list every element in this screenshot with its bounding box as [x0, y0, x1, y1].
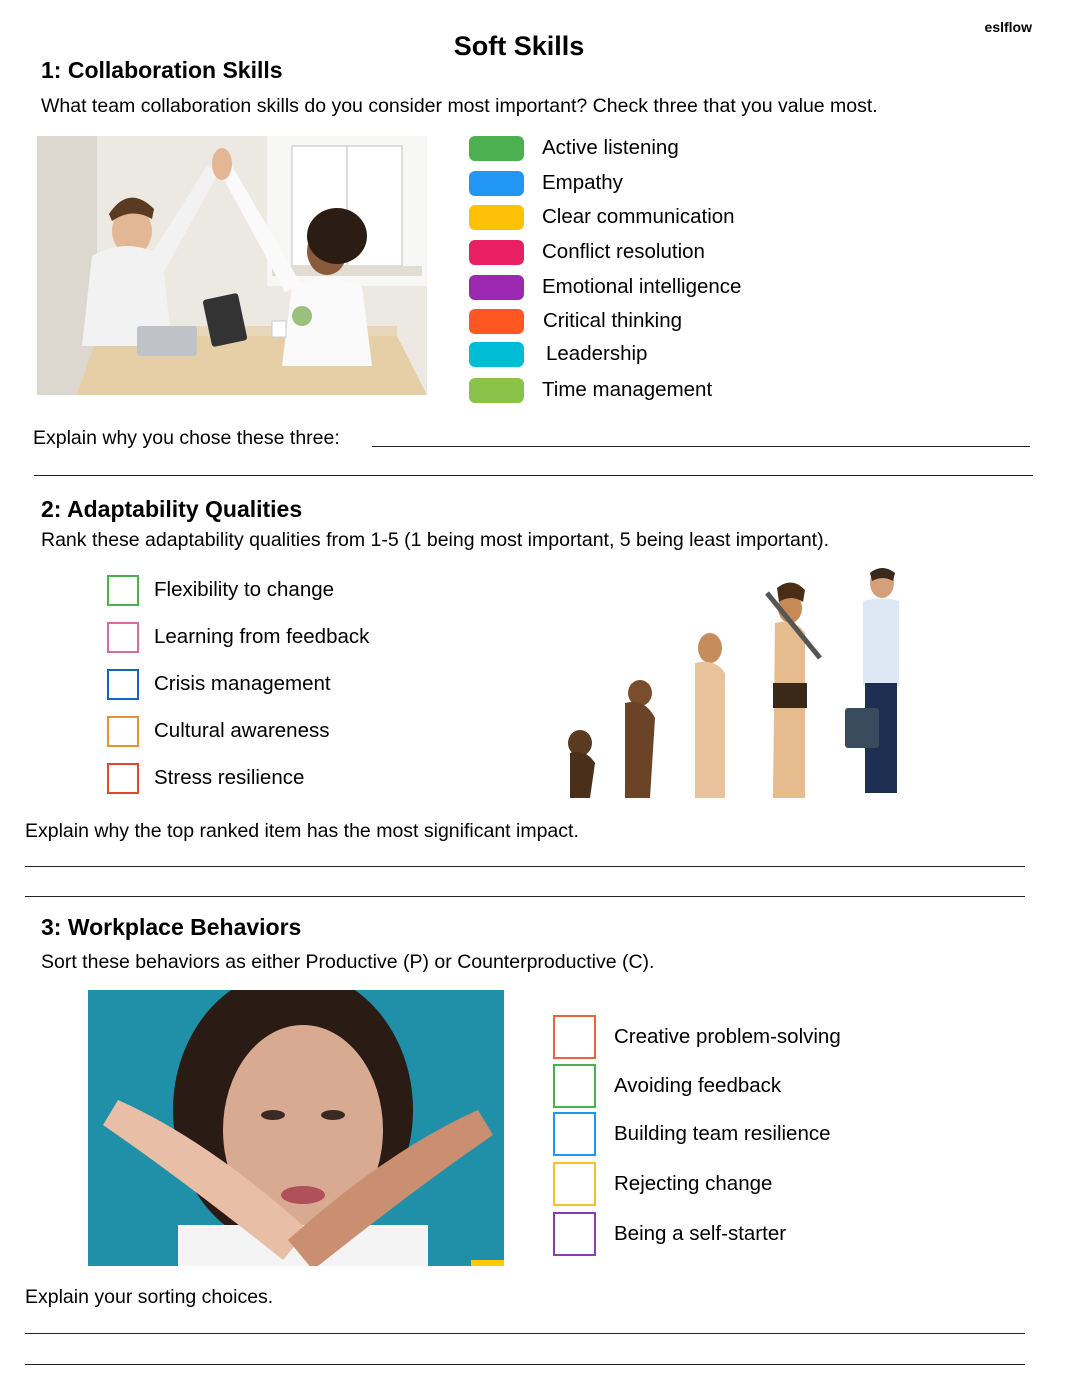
- section3-answer-line-2[interactable]: [25, 1364, 1025, 1365]
- evolution-illustration: [555, 563, 925, 808]
- section3-instruction: Sort these behaviors as either Productive (P) or Counterproductive (C).: [41, 951, 655, 973]
- section1-answer-line-1[interactable]: [372, 446, 1030, 447]
- section2-instruction: Rank these adaptability qualities from 1-5 (1 being most important, 5 being least important).: [41, 529, 829, 551]
- option-crisis-management: Crisis management: [154, 672, 331, 695]
- option-leadership: Leadership: [546, 342, 648, 365]
- option-emotional-intelligence: Emotional intelligence: [542, 275, 742, 298]
- option-conflict-resolution: Conflict resolution: [542, 240, 705, 263]
- option-learning-from-feedback: Learning from feedback: [154, 625, 370, 648]
- section2-heading: 2: Adaptability Qualities: [41, 496, 303, 522]
- section1-heading: 1: Collaboration Skills: [41, 57, 283, 83]
- rank-box-learning-from-feedback[interactable]: [107, 622, 139, 653]
- swatch-clear-communication[interactable]: [469, 205, 524, 230]
- section1-instruction: What team collaboration skills do you consider most important? Check three that you value most.: [41, 95, 878, 117]
- swatch-leadership[interactable]: [469, 342, 524, 367]
- option-active-listening: Active listening: [542, 136, 679, 159]
- sort-box-avoiding-feedback[interactable]: [553, 1064, 596, 1108]
- option-critical-thinking: Critical thinking: [543, 309, 682, 332]
- option-building-team-resilience: Building team resilience: [614, 1122, 831, 1145]
- swatch-conflict-resolution[interactable]: [469, 240, 524, 265]
- brand-logo: eslflow: [984, 19, 1032, 35]
- section3-heading: 3: Workplace Behaviors: [41, 914, 302, 940]
- option-flexibility-to-change: Flexibility to change: [154, 578, 335, 601]
- sort-box-creative-problem-solving[interactable]: [553, 1015, 596, 1059]
- rank-box-crisis-management[interactable]: [107, 669, 139, 700]
- option-clear-communication: Clear communication: [542, 205, 735, 228]
- rank-box-cultural-awareness[interactable]: [107, 716, 139, 747]
- stop-gesture-photo: [88, 990, 504, 1266]
- option-cultural-awareness: Cultural awareness: [154, 719, 330, 742]
- swatch-emotional-intelligence[interactable]: [469, 275, 524, 300]
- option-stress-resilience: Stress resilience: [154, 766, 305, 789]
- option-empathy: Empathy: [542, 171, 623, 194]
- option-time-management: Time management: [542, 378, 713, 401]
- rank-box-stress-resilience[interactable]: [107, 763, 139, 794]
- section3-prompt: Explain your sorting choices.: [25, 1286, 274, 1308]
- sort-box-building-team-resilience[interactable]: [553, 1112, 596, 1156]
- option-avoiding-feedback: Avoiding feedback: [614, 1074, 782, 1097]
- swatch-time-management[interactable]: [469, 378, 524, 403]
- section2-prompt: Explain why the top ranked item has the most significant impact.: [25, 820, 579, 842]
- swatch-critical-thinking[interactable]: [469, 309, 524, 334]
- section1-answer-line-2[interactable]: [34, 475, 1033, 476]
- section3-answer-line-1[interactable]: [25, 1333, 1025, 1334]
- option-rejecting-change: Rejecting change: [614, 1172, 773, 1195]
- collaboration-photo: [37, 136, 427, 395]
- swatch-active-listening[interactable]: [469, 136, 524, 161]
- swatch-empathy[interactable]: [469, 171, 524, 196]
- section1-prompt: Explain why you chose these three:: [33, 427, 340, 449]
- section2-answer-line-2[interactable]: [25, 896, 1025, 897]
- rank-box-flexibility[interactable]: [107, 575, 139, 606]
- sort-box-being-a-self-starter[interactable]: [553, 1212, 596, 1256]
- option-being-a-self-starter: Being a self-starter: [614, 1222, 787, 1245]
- page-title: Soft Skills: [453, 31, 585, 61]
- option-creative-problem-solving: Creative problem-solving: [614, 1025, 841, 1048]
- sort-box-rejecting-change[interactable]: [553, 1162, 596, 1206]
- section2-answer-line-1[interactable]: [25, 866, 1025, 867]
